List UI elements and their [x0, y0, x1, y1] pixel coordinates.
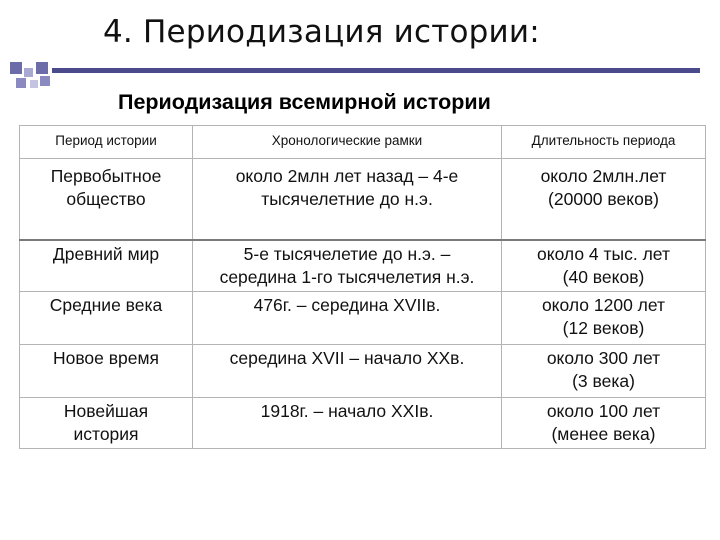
cell-line: история — [73, 424, 139, 444]
cell-line: около 100 лет — [546, 401, 661, 421]
cell-line: (40 веков) — [562, 267, 645, 287]
cell-period — [20, 292, 193, 345]
cell-line: около 4 тыс. лет — [537, 244, 670, 264]
table-header-row — [20, 126, 706, 159]
header-duration: Длительность периода — [502, 126, 706, 159]
cell-range — [193, 345, 502, 398]
cell-range — [193, 398, 502, 449]
table-row — [20, 345, 706, 398]
cell-line: общество — [66, 189, 146, 209]
cell-duration — [502, 240, 706, 292]
cell-line: (менее века) — [551, 424, 656, 444]
cell-line: 476г. – середина XVIIв. — [253, 295, 441, 315]
cell-line: Средние века — [49, 295, 163, 315]
cell-period — [20, 345, 193, 398]
cell-line: около 2млн лет назад – 4-е — [235, 166, 459, 186]
table-row — [20, 240, 706, 292]
cell-line: (12 веков) — [562, 318, 645, 338]
cell-line: около 300 лет — [546, 348, 661, 368]
cell-line: Новое время — [52, 348, 160, 368]
table-row — [20, 159, 706, 241]
cell-period — [20, 398, 193, 449]
cell-line: около 2млн.лет — [540, 166, 667, 186]
title-underline — [52, 68, 700, 73]
cell-line: тысячелетние до н.э. — [261, 189, 433, 209]
cell-line: около 1200 лет — [541, 295, 666, 315]
cell-line: (3 века) — [572, 371, 635, 391]
table-caption: Периодизация всемирной истории — [118, 90, 491, 114]
header-period: Период истории — [20, 126, 193, 159]
header-range: Хронологические рамки — [193, 126, 502, 159]
cell-line: 1918г. – начало XXIв. — [260, 401, 434, 421]
cell-duration — [502, 398, 706, 449]
table-row — [20, 398, 706, 449]
table-row — [20, 292, 706, 345]
cell-duration — [502, 345, 706, 398]
cell-line: Древний мир — [52, 244, 160, 264]
periodization-table — [19, 125, 706, 449]
cell-line: (20000 веков) — [548, 189, 659, 209]
cell-line: середина XVII – начало XXв. — [229, 348, 465, 368]
cell-line: середина 1-го тысячелетия н.э. — [219, 267, 475, 287]
slide-title: 4. Периодизация истории: — [103, 14, 540, 50]
cell-range — [193, 159, 502, 241]
cell-duration — [502, 292, 706, 345]
cell-period — [20, 240, 193, 292]
cell-line: 5-е тысячелетие до н.э. – — [243, 244, 451, 264]
cell-period — [20, 159, 193, 241]
cell-duration — [502, 159, 706, 241]
cell-line: Новейшая — [63, 401, 149, 421]
cell-line: Первобытное — [50, 166, 162, 186]
cell-range — [193, 292, 502, 345]
cell-range — [193, 240, 502, 292]
